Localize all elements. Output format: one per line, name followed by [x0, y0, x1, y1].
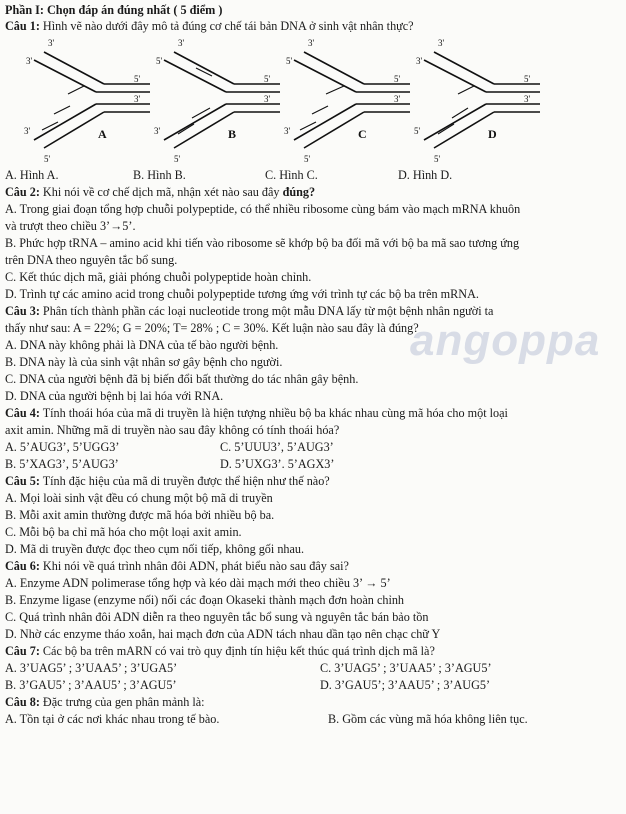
end-label: 3'	[154, 126, 161, 136]
end-label: 3'	[308, 38, 315, 48]
option-d[interactable]: D. Hình D.	[398, 168, 453, 182]
question-text: Khi nói về quá trình nhân đôi ADN, phát biểu nào sau đây sai?	[42, 559, 349, 573]
end-label: 5'	[286, 56, 293, 66]
option-a[interactable]: A. Hình A.	[5, 168, 59, 182]
question-emphasis: đúng?	[282, 185, 316, 199]
question-8	[5, 695, 620, 711]
option-a[interactable]: A. DNA này không phải là DNA của tế bào người bệnh.	[5, 338, 279, 352]
option-d[interactable]: D. DNA của người bệnh bị lai hóa với RNA.	[5, 389, 224, 403]
option-d[interactable]: D. Mã di truyền được đọc theo cụm nối tiếp, không gối nhau.	[5, 542, 305, 556]
end-label: 3'	[416, 56, 423, 66]
option-a[interactable]: A. Mọi loài sinh vật đều có chung một bộ mã di truyền	[5, 491, 273, 505]
diagram-b	[152, 34, 292, 168]
question-text: Các bộ ba trên mARN có vai trò quy định tín hiệu kết thúc quá trình dịch mã là?	[42, 644, 435, 658]
diagram-d	[412, 34, 552, 168]
question-text: Hình vẽ nào dưới đây mô tả đúng cơ chế tái bản DNA ở sinh vật nhân thực?	[42, 19, 414, 33]
option-c[interactable]: C. Quá trình nhân đôi ADN diễn ra theo nguyên tắc bổ sung và nguyên tắc bán bảo tồn	[5, 610, 429, 624]
end-label: 5'	[174, 154, 181, 164]
question-7	[5, 644, 620, 660]
question-number: Câu 4:	[5, 406, 40, 420]
option-a[interactable]: A. Enzyme ADN polimerase tổng hợp và kéo dài mạch mới theo chiều 3’ → 5’	[5, 576, 391, 590]
end-label: 3'	[134, 94, 141, 104]
option-a[interactable]: A. 5’AUG3’, 5’UGG3’	[5, 440, 120, 454]
end-label: 5'	[434, 154, 441, 164]
option-d[interactable]: D. 5’UXG3’. 5’AGX3’	[220, 457, 335, 471]
option-a[interactable]: A. Tồn tại ở các nơi khác nhau trong tế bào.	[5, 712, 220, 726]
option-c[interactable]: C. DNA của người bệnh đã bị biến đổi bất thường do tác nhân gây bệnh.	[5, 372, 359, 386]
diagram-c	[282, 34, 422, 168]
option-c[interactable]: C. Kết thúc dịch mã, giải phóng chuỗi polypeptide hoàn chỉnh.	[5, 270, 312, 284]
question-number: Câu 3:	[5, 304, 40, 318]
end-label: 3'	[178, 38, 185, 48]
diagram-label: B	[228, 127, 237, 141]
option-a[interactable]: A. 3’UAG5’ ; 3’UAA5’ ; 3’UGA5’	[5, 661, 178, 675]
option-b[interactable]: B. Hình B.	[133, 168, 186, 182]
end-label: 3'	[24, 126, 31, 136]
question-text-cont: axit amin. Những mã di truyền nào sau đây không có tính thoái hóa?	[5, 423, 340, 437]
question-4	[5, 406, 620, 422]
end-label: 5'	[134, 74, 141, 84]
section-title: Phần I: Chọn đáp án đúng nhất ( 5 điểm )	[5, 3, 223, 17]
end-label: 3'	[264, 94, 271, 104]
end-label: 5'	[264, 74, 271, 84]
end-label: 3'	[524, 94, 531, 104]
end-label: 5'	[304, 154, 311, 164]
option-b-cont: trên DNA theo nguyên tắc bổ sung.	[5, 253, 178, 267]
question-text: Tính thoái hóa của mã di truyền là hiện tượng nhiều bộ ba khác nhau cùng mã hóa cho một loại	[42, 406, 508, 420]
watermark: angoppa	[410, 316, 601, 365]
option-b[interactable]: B. Gồm các vùng mã hóa không liên tục.	[328, 712, 528, 726]
question-2	[5, 185, 620, 201]
end-label: 3'	[26, 56, 33, 66]
option-c[interactable]: C. 3’UAG5’ ; 3’UAA5’ ; 3’AGU5’	[320, 661, 492, 675]
option-b[interactable]: B. 3’GAU5’ ; 3’AAU5’ ; 3’AGU5’	[5, 678, 177, 692]
end-label: 5'	[414, 126, 421, 136]
question-text: Tính đặc hiệu của mã di truyền được thể hiện như thế nào?	[42, 474, 330, 488]
option-d[interactable]: D. Nhờ các enzyme tháo xoắn, hai mạch đơn của ADN tách nhau dần tạo nên chạc chữ Y	[5, 627, 441, 641]
end-label: 5'	[156, 56, 163, 66]
option-b[interactable]: B. Phức hợp tRNA – amino acid khi tiến vào ribosome sẽ khớp bộ ba đối mã với bộ ba mã sao tương ứng	[5, 236, 520, 250]
diagram-label: C	[358, 127, 367, 141]
question-text-cont: thấy như sau: A = 22%; G = 20%; T= 28% ; C = 30%. Kết luận nào sau đây là đúng?	[5, 321, 419, 335]
question-text: Phân tích thành phần các loại nucleotide trong một mẫu DNA lấy từ một bệnh nhân người ta	[42, 304, 494, 318]
question-1	[5, 19, 620, 35]
end-label: 5'	[394, 74, 401, 84]
option-c[interactable]: C. 5’UUU3’, 5’AUG3’	[220, 440, 334, 454]
option-b[interactable]: B. Mỗi axit amin thường được mã hóa bởi nhiều bộ ba.	[5, 508, 275, 522]
question-number: Câu 2:	[5, 185, 40, 199]
question-number: Câu 6:	[5, 559, 40, 573]
diagram-a	[22, 34, 162, 168]
end-label: 3'	[438, 38, 445, 48]
diagram-label: D	[488, 127, 497, 141]
question-number: Câu 7:	[5, 644, 40, 658]
option-b[interactable]: B. 5’XAG3’, 5’AUG3’	[5, 457, 119, 471]
question-number: Câu 8:	[5, 695, 40, 709]
question-6	[5, 559, 620, 575]
option-b[interactable]: B. DNA này là của sinh vật nhân sơ gây bệnh cho người.	[5, 355, 283, 369]
replication-diagrams	[0, 34, 626, 168]
diagram-label: A	[98, 127, 107, 141]
option-b[interactable]: B. Enzyme ligase (enzyme nối) nối các đoạn Okaseki thành mạch đơn hoàn chỉnh	[5, 593, 405, 607]
end-label: 3'	[394, 94, 401, 104]
option-c[interactable]: C. Mỗi bộ ba chỉ mã hóa cho một loại axit amin.	[5, 525, 242, 539]
option-c[interactable]: C. Hình C.	[265, 168, 318, 182]
question-number: Câu 1:	[5, 19, 40, 33]
option-a[interactable]: A. Trong giai đoạn tổng hợp chuỗi polypeptide, có thể nhiều ribosome cùng bám vào mạch mRNA khuôn	[5, 202, 521, 216]
end-label: 5'	[44, 154, 51, 164]
end-label: 5'	[524, 74, 531, 84]
question-text: Khi nói về cơ chế dịch mã, nhận xét nào sau đây	[42, 185, 280, 199]
end-label: 3'	[48, 38, 55, 48]
end-label: 3'	[284, 126, 291, 136]
question-3	[5, 304, 620, 320]
question-5	[5, 474, 620, 490]
option-d[interactable]: D. 3’GAU5’; 3’AAU5’ ; 3’AUG5’	[320, 678, 491, 692]
option-d[interactable]: D. Trình tự các amino acid trong chuỗi polypeptide tương ứng với trình tự các bộ ba trên mRNA.	[5, 287, 479, 301]
question-text: Đặc trưng của gen phân mảnh là:	[42, 695, 205, 709]
option-a-cont: và trượt theo chiều 3’→5’.	[5, 219, 136, 233]
question-number: Câu 5:	[5, 474, 40, 488]
